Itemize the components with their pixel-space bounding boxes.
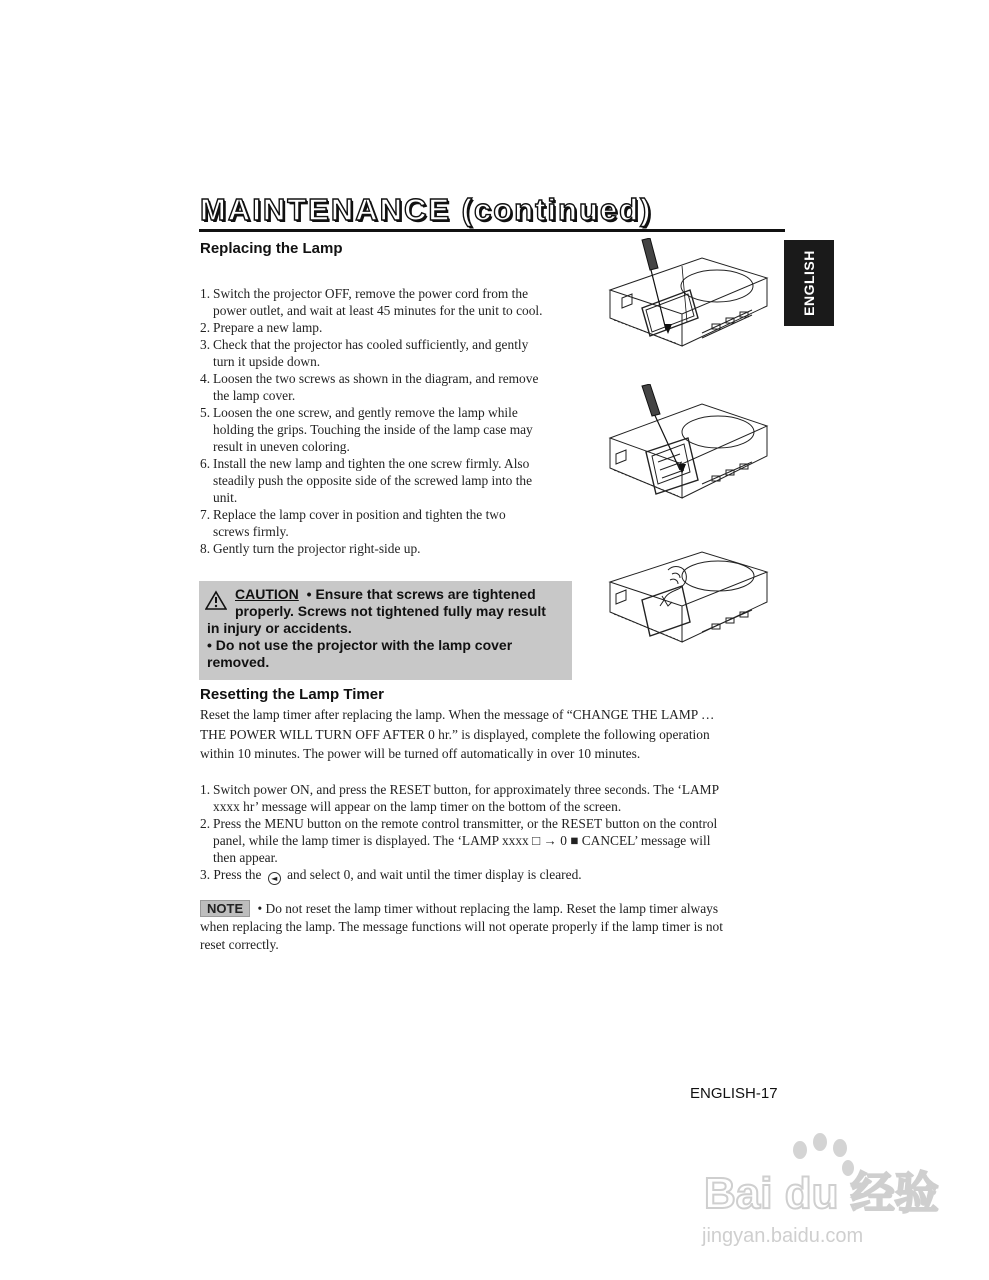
intro-line: THE POWER WILL TURN OFF AFTER 0 hr.” is displayed, complete the following operation <box>200 726 710 742</box>
reset-timer-intro <box>200 705 775 764</box>
list-item <box>200 404 580 455</box>
list-item <box>200 781 775 815</box>
step-text: and select 0, and wait until the timer display is cleared. <box>287 867 582 882</box>
step-text: steadily push the opposite side of the screwed lamp into the <box>213 473 533 488</box>
step-number: 2. <box>200 816 211 831</box>
step-text: then appear. <box>213 850 278 865</box>
figure-remove-lamp <box>602 384 774 524</box>
step-text: Replace the lamp cover in position and tighten the two <box>213 507 506 522</box>
baidu-watermark <box>700 1130 940 1255</box>
list-item <box>200 506 580 540</box>
note-text: • Do not reset the lamp timer without replacing the lamp. Reset the lamp timer always <box>257 901 719 916</box>
step-text: unit. <box>213 490 238 505</box>
title-rule <box>199 229 785 232</box>
list-item <box>200 540 580 557</box>
reset-step-3 <box>200 866 775 885</box>
note-label: NOTE <box>200 900 250 917</box>
step-text: power outlet, and wait at least 45 minutes for the unit to cool. <box>213 303 543 318</box>
step-text: screws firmly. <box>213 524 289 539</box>
step-number: 7. <box>200 507 211 522</box>
step-text: xxxx hr’ message will appear on the lamp timer on the bottom of the screen. <box>213 799 622 814</box>
step-number: 3. <box>200 867 211 882</box>
note-line-3: reset correctly. <box>200 937 279 952</box>
step-text: Press the <box>213 867 262 882</box>
step-text: Loosen the two screws as shown in the diagram, and remove <box>213 371 539 386</box>
step-text: Prepare a new lamp. <box>213 320 323 335</box>
intro-line: Reset the lamp timer after replacing the lamp. When the message of “CHANGE THE LAMP … <box>200 707 715 722</box>
step-text: Install the new lamp and tighten the one screw firmly. Also <box>213 456 530 471</box>
list-item <box>200 370 580 404</box>
list-item <box>200 455 580 506</box>
note-line-2: when replacing the lamp. The message functions will not operate properly if the lamp timer is not <box>200 919 723 934</box>
language-tab <box>784 240 834 326</box>
step-text: panel, while the lamp timer is displayed. The ‘LAMP xxxx □ → 0 ■ CANCEL’ message will <box>213 833 711 848</box>
step-number: 1. <box>200 782 211 797</box>
caution-label: CAUTION <box>235 586 299 602</box>
list-item <box>200 815 775 866</box>
language-tab-label: ENGLISH <box>801 250 818 316</box>
left-arrow-key-icon: ◄ <box>268 872 281 885</box>
note-line-1 <box>200 900 775 918</box>
step-text: Press the MENU button on the remote control transmitter, or the RESET button on the control <box>213 816 718 831</box>
intro-line: within 10 minutes. The power will be turned off automatically in over 10 minutes. <box>200 746 641 761</box>
caution-line-4: • Do not use the projector with the lamp cover <box>207 637 513 653</box>
step-number: 4. <box>200 371 211 386</box>
note-block <box>200 900 775 954</box>
list-item <box>200 319 580 336</box>
step-text: Switch power ON, and press the RESET button, for approximately three seconds. The ‘LAMP <box>213 782 720 797</box>
list-item <box>200 285 580 319</box>
step-number: 3. <box>200 337 211 352</box>
step-number: 8. <box>200 541 211 556</box>
watermark-url: jingyan.baidu.com <box>702 1225 864 1247</box>
watermark-brand: Bai du 经验 <box>704 1169 939 1218</box>
step-text: the lamp cover. <box>213 388 296 403</box>
step-text: holding the grips. Touching the inside of the lamp case may <box>213 422 533 437</box>
section-heading-reset-timer: Resetting the Lamp Timer <box>200 686 384 703</box>
step-number: 2. <box>200 320 211 335</box>
page-title: MAINTENANCE (continued) <box>200 192 653 227</box>
caution-line-1 <box>207 586 564 603</box>
caution-text-1: • Ensure that screws are tightened <box>306 586 536 602</box>
caution-line-2: properly. Screws not tightened fully may result <box>235 603 546 619</box>
caution-box <box>199 581 572 680</box>
figure-remove-lamp-cover <box>602 238 774 368</box>
step-number: 1. <box>200 286 211 301</box>
step-text: Check that the projector has cooled sufficiently, and gently <box>213 337 529 352</box>
step-number: 5. <box>200 405 211 420</box>
list-item <box>200 336 580 370</box>
reset-timer-steps <box>200 781 775 866</box>
step-number: 6. <box>200 456 211 471</box>
warning-triangle-icon <box>205 590 227 610</box>
step-text: turn it upside down. <box>213 354 321 369</box>
page-number: ENGLISH-17 <box>690 1085 778 1102</box>
replace-lamp-steps <box>200 285 580 557</box>
step-text: Loosen the one screw, and gently remove the lamp while <box>213 405 518 420</box>
step-text: Gently turn the projector right-side up. <box>213 541 421 556</box>
caution-line-5: removed. <box>207 654 270 670</box>
section-heading-replacing-lamp: Replacing the Lamp <box>200 240 343 257</box>
figure-hold-lamp-grips <box>602 544 774 659</box>
step-text: result in uneven coloring. <box>213 439 350 454</box>
step-text: Switch the projector OFF, remove the power cord from the <box>213 286 529 301</box>
caution-line-3: in injury or accidents. <box>207 620 352 636</box>
